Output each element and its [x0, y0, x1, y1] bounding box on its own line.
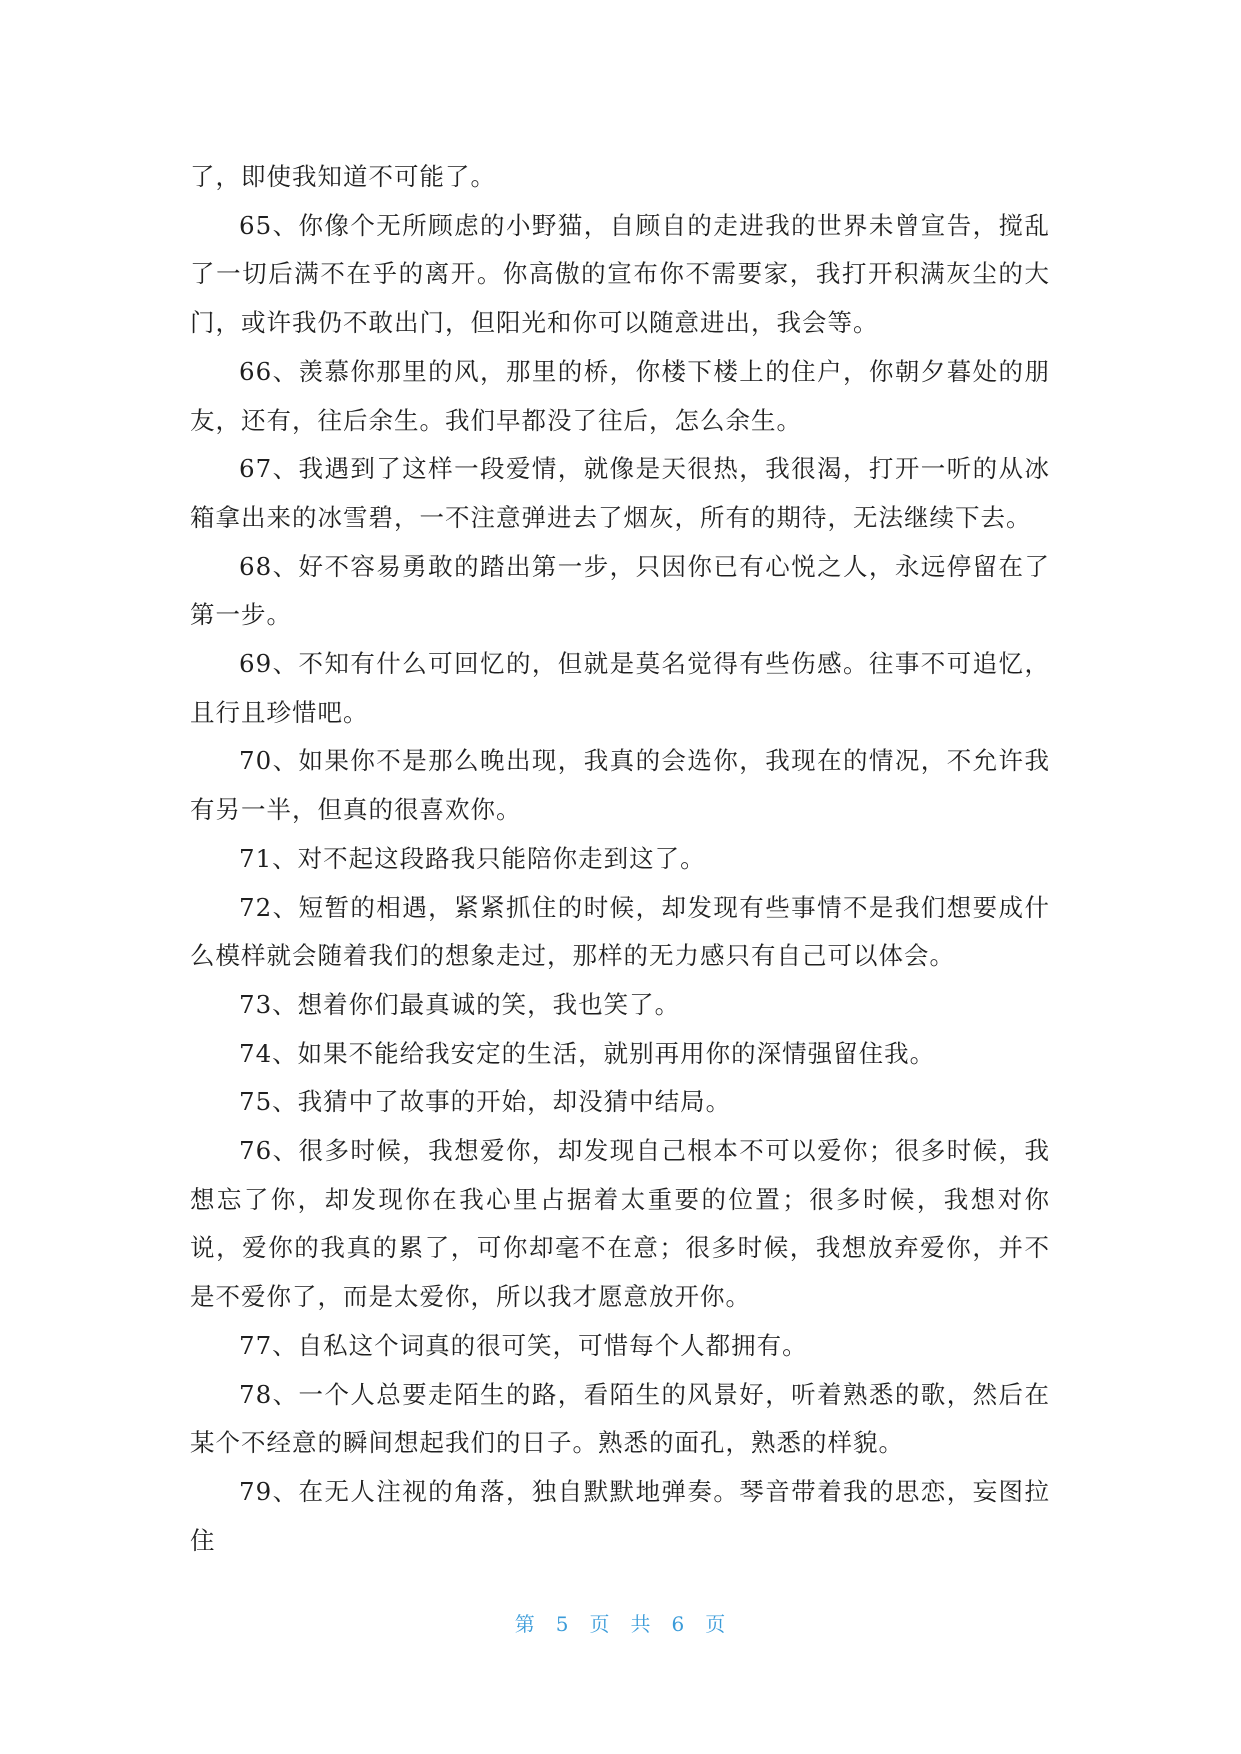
paragraph: 78、一个人总要走陌生的路，看陌生的风景好，听着熟悉的歌，然后在某个不经意的瞬间想起我们的日子。熟悉的面孔，熟悉的样貌。 — [190, 1379, 1050, 1458]
page-footer — [0, 1608, 1241, 1637]
paragraph: 79、在无人注视的角落，独自默默地弹奏。琴音带着我的思恋，妄图拉住 — [190, 1476, 1050, 1555]
paragraph: 77、自私这个词真的很可笑，可惜每个人都拥有。 — [239, 1330, 808, 1360]
footer-current-page: 5 — [555, 1612, 570, 1636]
body-text — [190, 153, 1050, 1565]
paragraph: 65、你像个无所顾虑的小野猫，自顾自的走进我的世界未曾宣告，搅乱了一切后满不在乎的离开。你高傲的宣布你不需要家，我打开积满灰尘的大门，或许我仍不敢出门，但阳光和你可以随意进出，我会等。 — [190, 210, 1050, 338]
paragraph: 71、对不起这段路我只能陪你走到这了。 — [239, 843, 706, 873]
footer-total-pages: 6 — [671, 1612, 686, 1636]
paragraph: 73、想着你们最真诚的笑，我也笑了。 — [239, 989, 681, 1019]
paragraph: 66、羡慕你那里的风，那里的桥，你楼下楼上的住户，你朝夕暮处的朋友，还有，往后余生。我们早都没了往后，怎么余生。 — [190, 356, 1050, 435]
footer-page-label: 页 — [589, 1612, 611, 1636]
paragraph: 75、我猜中了故事的开始，却没猜中结局。 — [239, 1087, 732, 1117]
paragraph: 72、短暂的相遇，紧紧抓住的时候，却发现有些事情不是我们想要成什么模样就会随着我们的想象走过，那样的无力感只有自己可以体会。 — [190, 892, 1050, 971]
paragraph: 76、很多时候，我想爱你，却发现自己根本不可以爱你；很多时候，我想忘了你，却发现你在我心里占据着太重要的位置；很多时候，我想对你说，爱你的我真的累了，可你却毫不在意；很多时候，我想放弃爱你，并不是不爱你了，而是太爱你，所以我才愿意放开你。 — [190, 1136, 1050, 1312]
paragraph: 67、我遇到了这样一段爱情，就像是天很热，我很渴，打开一听的从冰箱拿出来的冰雪碧，一不注意弹进去了烟灰，所有的期待，无法继续下去。 — [190, 454, 1050, 532]
footer-total-label: 共 — [630, 1612, 652, 1636]
paragraph: 74、如果不能给我安定的生活，就别再用你的深情强留住我。 — [239, 1038, 936, 1068]
paragraph: 了，即使我知道不可能了。 — [190, 162, 496, 191]
paragraph: 70、如果你不是那么晚出现，我真的会选你，我现在的情况，不允许我有另一半，但真的很喜欢你。 — [190, 746, 1050, 825]
paragraph: 69、不知有什么可回忆的，但就是莫名觉得有些伤感。往事不可追忆，且行且珍惜吧。 — [190, 649, 1050, 727]
footer-page-label-prefix: 第 — [514, 1612, 536, 1636]
footer-page-label-suffix: 页 — [705, 1612, 727, 1636]
paragraph: 68、好不容易勇敢的踏出第一步，只因你已有心悦之人，永远停留在了第一步。 — [190, 551, 1050, 630]
